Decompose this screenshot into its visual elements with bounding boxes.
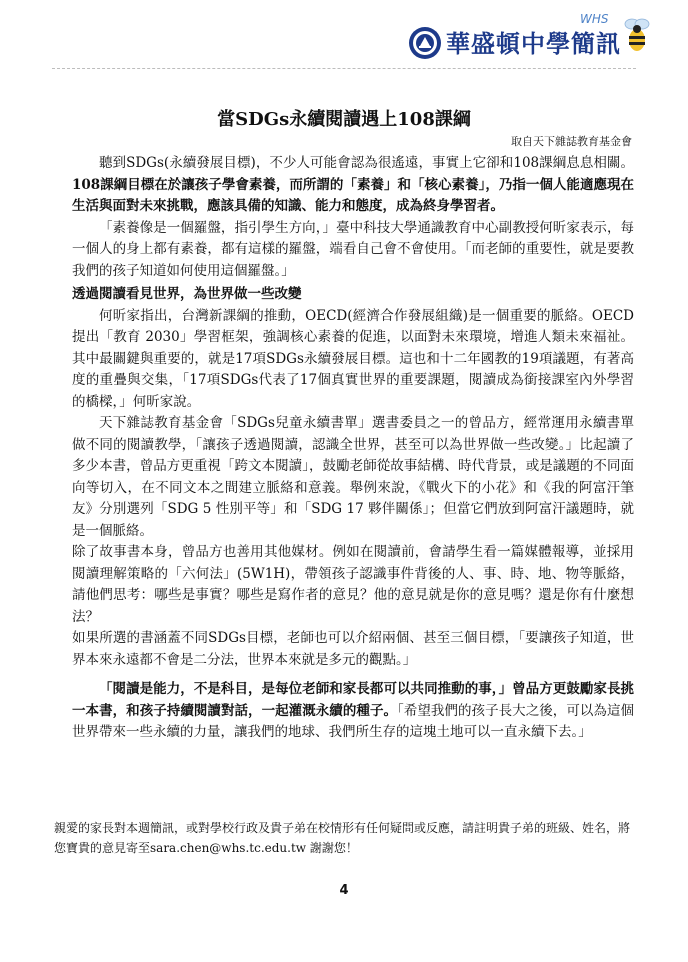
section-heading: 透過閱讀看見世界，為世界做一些改變 xyxy=(72,286,302,302)
school-seal-icon xyxy=(408,26,442,60)
footer-note: 親愛的家長對本週簡訊，或對學校行政及貴子弟在校情形有任何疑問或反應，請註明貴子弟的班級、姓名，將您寶貴的意見寄至sara.chen@whs.tc.edu.tw 謝謝您！ xyxy=(54,821,631,855)
article-source: 取自天下雜誌教育基金會 xyxy=(511,135,632,148)
spacer xyxy=(72,671,634,679)
page-number: 4 xyxy=(339,883,349,898)
conclusion-quote: 「希望我們的孩子長大之後，可以為這個世界帶來一些永續的力量，讓我們的地球、我們所生存的這塊土地可以一直永續下去。」 xyxy=(72,702,635,740)
paragraph-multiple-goals: 如果所選的書涵蓋不同SDGs目標，老師也可以介紹兩個、甚至三個目標，「要讓孩子知道，世界本來永遠都不會是二分法，世界本來就是多元的觀點。」 xyxy=(72,630,634,668)
newsletter-brand: 華盛頓中學簡訊 xyxy=(446,30,621,58)
paragraph-booklist: 天下雜誌教育基金會「SDGs兒童永續書單」選書委員之一的曾品方，經常運用永續書單做不同的閱讀教學，「讓孩子透過閱讀，認識全世界，甚至可以為世界做一些改變。」比起讀了多少本書，曾品方更重視「跨文本閱讀」，鼓勵老師從故事結構、時代背景，或是議題的不同面向等切入，在不同文本之間建立脈絡和意義。舉例來說，《戰火下的小花》和《我的阿富汗筆友》分別選列「SDG 5 性別平等」和「SDG 17 夥伴關係」；但當它們放到阿富汗議題時，就是一個脈絡。 xyxy=(72,415,634,539)
paragraph-compass-quote: 「素養像是一個羅盤，指引學生方向，」臺中科技大學通識教育中心副教授何昕家表示，每一個人的身上都有素養，都有這樣的羅盤，端看自己會不會使用。「而老師的重要性，就是要教我們的孩子知道如何使用這個羅盤。」 xyxy=(72,219,634,279)
conclusion-emphasis: 「閱讀是能力，不是科目，是每位老師和家長都可以共同推動的事，」曾品方更鼓勵家長挑一本書，和孩子持續閱讀對話，一起灌溉永續的種子。 xyxy=(72,681,634,719)
intro-emphasis: 108課綱目標在於讓孩子學會素養，而所謂的「素養」和「核心素養」，乃指一個人能適應現在生活與面對未來挑戰，應該具備的知識、能力和態度，成為終身學習者。 xyxy=(72,176,634,214)
article-title: 當SDGs永續閱讀遇上108課綱 xyxy=(217,109,471,130)
paragraph-conclusion xyxy=(72,679,634,744)
whs-mark: WHS xyxy=(580,12,609,26)
newsletter-logo xyxy=(408,12,658,70)
paragraph-oecd: 何昕家指出，台灣新課綱的推動，OECD(經濟合作發展組織)是一個重要的脈絡。OECD提出「教育 2030」學習框架，強調核心素養的促進，以面對未來環境，增進人類未來福祉。其中最關鍵與重要的，就是17項SDGs永續發展目標。這也和十二年國教的19項議題，有著高度的重疊與交集，「17項SDGs代表了17個真實世界的重要課題，閱讀成為銜接課室內外學習的橋樑，」何昕家說。 xyxy=(72,307,634,410)
intro-text: 聽到SDGs(永續發展目標)，不少人可能會認為很遙遠，事實上它卻和108課綱息息相關。 xyxy=(99,155,634,171)
paragraph-intro xyxy=(72,153,634,218)
article-body xyxy=(72,153,634,744)
paragraph-media: 除了故事書本身，曾品方也善用其他媒材。例如在閱讀前，會請學生看一篇媒體報導，並採用閱讀理解策略的「六何法」(5W1H)，帶領孩子認識事件背後的人、事、時、地、物等脈絡，請他們思考：哪些是事實？哪些是寫作者的意見？他的意見就是你的意見嗎？還是你有什麼想法？ xyxy=(72,544,634,625)
newsletter-header xyxy=(0,0,688,80)
bee-icon xyxy=(620,14,656,58)
header-divider xyxy=(52,68,636,69)
